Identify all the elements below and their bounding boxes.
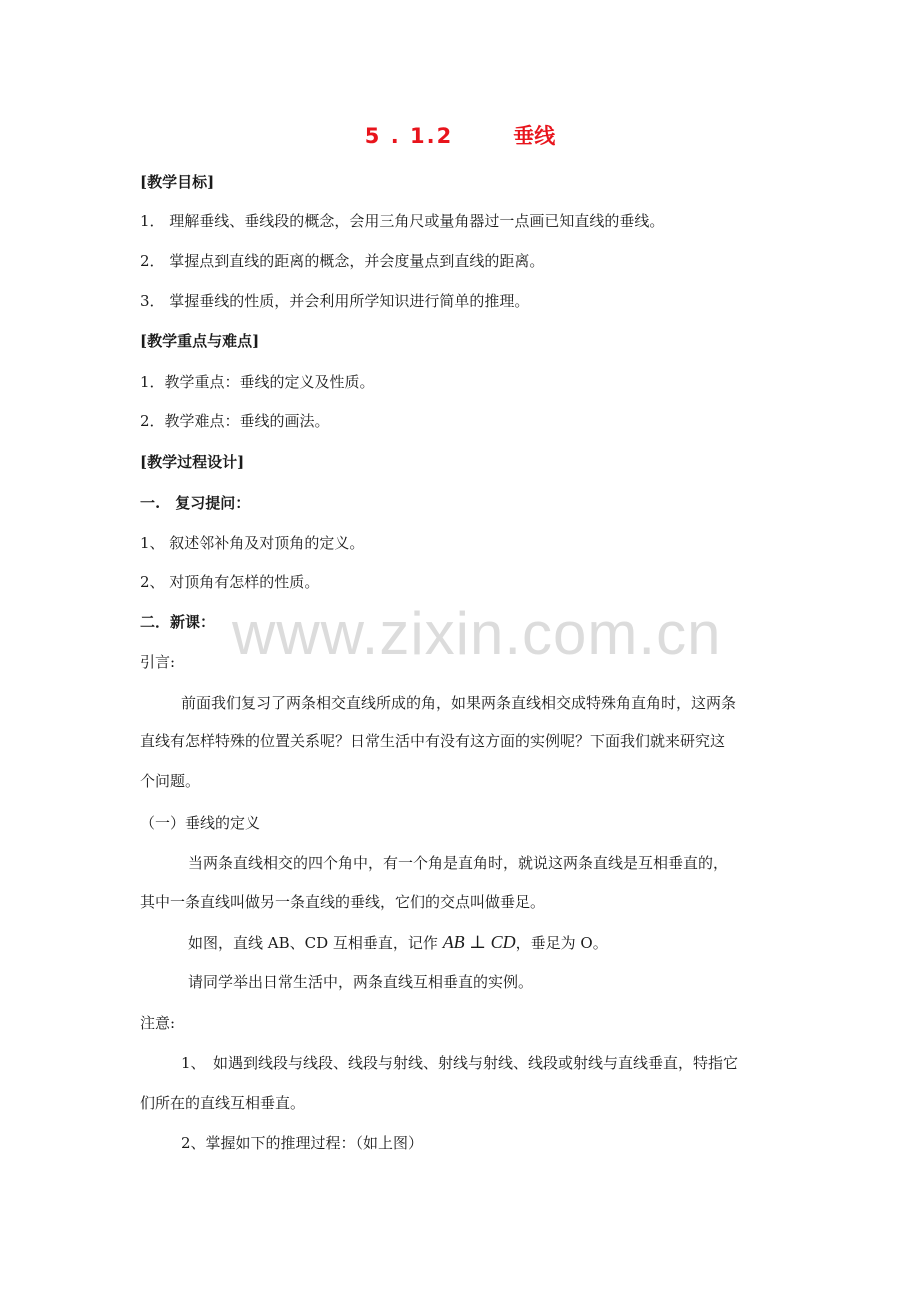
note-item-line: 们所在的直线互相垂直。 [140, 1094, 306, 1112]
note-item: 2、掌握如下的推理过程：（如上图） [181, 1134, 424, 1152]
intro-paragraph-line: 个问题。 [140, 772, 201, 790]
intro-label: 引言: [140, 653, 176, 671]
objectives-heading: [教学目标] [140, 173, 215, 191]
watermark: www.zixin.com.cn [232, 600, 722, 667]
intro-paragraph-line: 前面我们复习了两条相交直线所成的角，如果两条直线相交成特殊角直角时，这两条 [181, 694, 737, 712]
example-suffix: ，垂足为 O。 [515, 934, 608, 952]
process-heading: [教学过程设计] [140, 453, 245, 471]
review-item: 2、 对顶角有怎样的性质。 [140, 573, 320, 591]
page-title [0, 122, 920, 150]
definition-paragraph-line: 其中一条直线叫做另一条直线的垂线，它们的交点叫做垂足。 [140, 893, 546, 911]
example-line [188, 932, 608, 953]
objective-item: 3． 掌握垂线的性质，并会利用所学知识进行简单的推理。 [140, 292, 530, 310]
definition-heading: （一）垂线的定义 [140, 814, 261, 832]
focus-item: 1．教学重点：垂线的定义及性质。 [140, 373, 375, 391]
objective-item: 2． 掌握点到直线的距离的概念，并会度量点到直线的距离。 [140, 252, 545, 270]
example-prefix: 如图，直线 AB、CD 互相垂直，记作 [188, 934, 438, 952]
note-item-line: 1、 如遇到线段与线段、线段与射线、射线与射线、线段或射线与直线垂直，特指它 [181, 1054, 739, 1072]
definition-paragraph-line: 当两条直线相交的四个角中，有一个角是直角时，就说这两条直线是互相垂直的， [188, 854, 729, 872]
ask-line: 请同学举出日常生活中，两条直线互相垂直的实例。 [188, 973, 534, 991]
focus-heading: [教学重点与难点] [140, 332, 260, 350]
title-name: 垂线 [513, 124, 556, 148]
perpendicular-notation: AB ⊥ CD [442, 932, 516, 952]
note-label: 注意: [140, 1014, 176, 1032]
intro-paragraph-line: 直线有怎样特殊的位置关系呢？日常生活中有没有这方面的实例呢？下面我们就来研究这 [140, 732, 726, 750]
review-item: 1、 叙述邻补角及对顶角的定义。 [140, 534, 365, 552]
objective-item: 1． 理解垂线、垂线段的概念，会用三角尺或量角器过一点画已知直线的垂线。 [140, 212, 665, 230]
focus-item: 2．教学难点：垂线的画法。 [140, 412, 330, 430]
review-heading: 一. 复习提问： [140, 494, 251, 512]
title-number: 5 . 1.2 [364, 124, 454, 148]
new-lesson-heading: 二．新课： [140, 613, 216, 631]
